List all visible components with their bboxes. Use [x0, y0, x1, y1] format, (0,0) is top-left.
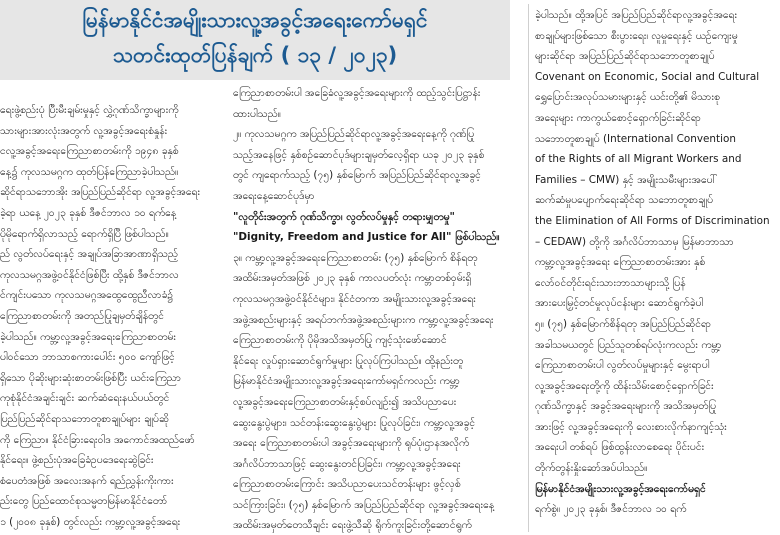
column-divider [528, 4, 529, 532]
paragraph-line: အခါသမယတွင် ပြည်သူတစ်ရပ်လုံးကလည်း ကမ္ဘာ့ [535, 338, 722, 351]
paragraph-line: ခဲ့ပါသည်။ ထို့အပြင် အပြည်ပြည်ဆိုင်ရာလူ့အခွင့်အရေး [535, 9, 738, 21]
paragraph-line: ဆွေးနွေးပွဲများ၊ သင်တန်းဆွေးနွေးပွဲများ ပြုလုပ်ခြင်း၊ ကမ္ဘာ့လူ့အခွင့် [233, 416, 476, 429]
paragraph-line: ဆိုင်ရာသဘောအိုး အပြည်ပြည်ဆိုင်ရာ လူ့အခွင့်အရေး [0, 186, 201, 199]
paragraph-line: ၁ (၂၀၀၈ ခုနှစ်) တွင်လည်း ကမ္ဘာ့လူ့အခွင့်အရေး [0, 515, 181, 528]
commission-title: မြန်မာနိုင်ငံအမျိုးသားလူ့အခွင့်အရေးကော်မရှင် [82, 8, 428, 32]
paragraph-line: တွင် ကျရောက်သည့် (၇၅) နှစ်မြောက် အပြည်ပြည်ဆိုင်ရာလူ့အခွင့် [233, 169, 481, 182]
paragraph-line: – CEDAW) တို့ကို အင်္ဂလိပ်ဘာသာမှ မြန်မာဘာသာ [535, 235, 734, 248]
paragraph-line: အရေးပါ တစ်ရပ် ဖြစ်ထွန်းလာစေရေး ပိုင်းပင်း [535, 441, 705, 454]
paragraph-line: ခဲ့ပါသည်။ ကမ္ဘာ့လူ့အခွင့်အရေးကြေညာစာတမ်း [0, 330, 177, 343]
paragraph-line: ကို ကြေညာ။ နိုင်ငံခြားရေးဝါဒ အကောင်အထည်ဖော် [0, 433, 195, 446]
text-column-2 [233, 83, 521, 533]
paragraph-line: ကြေညာစာတမ်းကြောင်း အသိပညာပေးသင်တန်းများ ဖွင့်လှစ် [233, 478, 461, 491]
paragraph-line: ရေးဖွဲ့စည်းပုံ ပြီးမီးချမ်းမှုနှင့် လွှဲ့ဂုဏ်သိက္ခာများကို [0, 104, 179, 116]
paragraph-line: အဖွဲ့အစည်းများနှင့် အရပ်ဘက်အဖွဲ့အစည်းများက ကမ္ဘာ့လူ့အခွင့်အရေး [233, 313, 494, 326]
paragraph-line: ပိုမိုရောက်ရှိလာသည့် ရောက်ရှိပြီ ဖြစ်ပါသည်။ [0, 227, 169, 240]
paragraph-line: သည့်အနေဖြင့် နှစ်စဉ်ဆောင်ပုဒ်များချမှတ်လေ့ရှိရာ ယခု ၂၀၂၃ ခုနှစ် [233, 148, 485, 161]
paragraph-line: မြန်မာနိုင်ငံအမျိုးသားလူ့အခွင့်အရေးကော်မရှင်ကလည်း ကမ္ဘာ့ [233, 375, 461, 388]
paragraph-line: ည် လွတ်လပ်ရေးနှင့် အချုပ်အခြာအာဏာရှိသည့် [0, 248, 179, 261]
paragraph-line: of the Rights of all Migrant Workers and [535, 153, 742, 166]
paragraph-line: ငလူ့အခွင့်အရေးကြေညာစာတမ်းကို ၁၉၄၈ ခုနှစ် [0, 145, 179, 158]
paragraph-line: အထိမ်းအမှတ်အဖြစ် ၂၀၂၃ ခုနှစ် ကာလပတ်လုံး ကမ္ဘာတစ်ဝှမ်းရှိ [233, 272, 472, 285]
paragraph-line: နေ့၌ ကုလသမဂ္ဂက ထုတ်ပြန်ကြေညာခဲ့ပါသည်။ [0, 165, 179, 178]
slogan-english: "Dignity, Freedom and Justice for All" ဖြစ်ပါသည်။ [233, 231, 500, 244]
paragraph-line: အားပေးမြှင့်တင်မှုလုပ်ငန်းများ ဆောင်ရွက်ခဲ့ပါ [535, 297, 704, 310]
paragraph-line: ရှိသော ပိုဆိုးများဆုံးစာတမ်းဖြစ်ပြီး ယင်းကြေညာ [0, 371, 182, 384]
paragraph-line: ကုလသမဂ္ဂအဖွဲ့ဝင်နိုင်ငံများ၊ နိုင်ငံတကာ အမျိုးသားလူ့အခွင့်အရေး [233, 292, 476, 305]
paragraph-line: သင်ကြားခြင်း၊ (၇၅) နှစ်မြောက် အပြည်ပြည်ဆိုင်ရာ လူ့အခွင့်အရေးနေ့ [233, 498, 495, 511]
paragraph-line: ရွှေပြောင်းအလုပ်သမားများနှင့် ယင်းတို့၏ မိသားစု [535, 91, 720, 104]
paragraph-line: လူ့အခွင့်အရေးကြေညာစာတမ်းနှင့်စပ်လျဉ်း၍ အသိပညာပေး [233, 395, 457, 408]
press-release-number: သတင်းထုတ်ပြန်ချက် ( ၁၃ / ၂၀၂၃) [112, 43, 398, 67]
text-column-3 [535, 5, 780, 533]
header-banner [0, 0, 510, 80]
paragraph-line: ကြေညာစာတမ်းကို အတည်ပြုချမှတ်ချိန်တွင် [0, 309, 165, 322]
paragraph-line: Covenant on Economic, Social and Cultural [535, 70, 760, 83]
paragraph-line: ပါဝင်သော ဘာသာစကားပေါင်း ၅၀၀ ကျော်ဖြင့် [0, 351, 175, 364]
signature-commission: မြန်မာနိုင်ငံအမျိုးသားလူ့အခွင့်အရေးကော်မရှင် [535, 482, 706, 495]
paragraph-line: သဘောတူစာချုပ် (International Convention [535, 132, 736, 145]
paragraph-line: ကုစုံနိုင်ငံအချင်းချင်း ဆက်ဆံရေးနယ်ပယ်တွင် [0, 392, 170, 405]
paragraph-line: နိုင်ရေး။ ဖွဲ့စည်းပုံအခြေခံဥပဒေရေးဆွဲခြင်း [0, 454, 154, 467]
paragraph-line: င်ကျင်းပသော ကုလသမဂ္ဂအထွေထွေညီလာခံ၌ [0, 289, 174, 302]
paragraph-line: လူ့အခွင့်အရေးတို့ကို ထိန်းသိမ်းစောင့်ရှောက်ခြင်း [535, 379, 714, 392]
paragraph-line: သားများအားလုံးအတွက် လူ့အခွင့်အရေးစံနှုန်း [0, 124, 168, 137]
paragraph-line: ကမ္ဘာ့လူ့အခွင့်အရေး ကြေညာစာတမ်းအား နှစ် [535, 256, 706, 269]
paragraph-line: အထိမ်းအမှတ်တေသီချင်း ရေးဖွဲ့သီဆို ရိုက်ကူးခြင်းတို့ဆောင်ရွက် [233, 519, 472, 532]
paragraph-line: ကုလသမဂ္ဂအဖွဲ့ဝင်နိုင်ငံဖြစ်ပြီး ထို့နှစ် ဒီဇင်ဘာလ [0, 268, 179, 281]
paragraph-line: အရေးနေ့ဆောင်ပုဒ်မှာ [233, 189, 315, 202]
paragraph-line: ခဲ့ရာ ယနေ့ ၂၀၂၃ ခုနှစ် ဒီဇင်ဘာလ ၁၀ ရက်နေ့ [0, 206, 177, 219]
paragraph-line: အရေးများ ကာကွယ်စောင့်ရှောက်ခြင်းဆိုင်ရာ [535, 111, 702, 124]
paragraph-line: ကြေညာစာတမ်းပါ လွတ်လပ်မှုများနှင့် မွေးရာပါ [535, 359, 710, 372]
paragraph-line: ထားပါသည်။ [233, 107, 281, 120]
paragraph-line: စံပေတံအဖြစ် အလေးအနက် ရည်ညွှန်းကိုးကား [0, 474, 174, 487]
paragraph-line: the Elimination of All Forms of Discrimination [535, 214, 770, 227]
paragraph-line: အရေး ကြေညာစာတမ်းပါ အခွင့်အရေးများကို ရုပ်ပုံ၊ဌာနအလိုက် [233, 437, 470, 450]
paragraph-line: အင်္ဂလိပ်ဘာသာဖြင့် ဆွေးနွေးတင်ပြခြင်း၊ ကမ္ဘာ့လူ့အခွင့်အရေး [233, 457, 461, 470]
paragraph-line: ည်းတွေ ပြည်ထောင်စုသမ္မတမြန်မာနိုင်ငံတော် [0, 495, 168, 508]
paragraph-line: အားဖြင့် လူ့အခွင့်အရေးကို လေးစားလိုက်နာကျင့်သုံး [535, 420, 727, 433]
paragraph-line: ပြည်ပြည်ဆိုင်ရာသဘောတူစာချုပ်များ ချုပ်ဆို [0, 412, 169, 425]
paragraph-line: နိုင်ရေး လှုပ်ရှားဆောင်ရွက်မှုများ ပြုလုပ်ကြပါသည်။ ထို့နည်းတူ [233, 354, 464, 367]
paragraph-line: ၃။ ကမ္ဘာ့လူ့အခွင့်အရေးကြေညာစာတမ်း (၇၅) နှစ်မြောက် စိန်ရတု [233, 251, 478, 264]
paragraph-line: ကြေညာစာတမ်းကို ပိုမိုအသိအမှတ်ပြု ကျင့်သုံးဖော်ဆောင် [233, 334, 447, 347]
slogan-myanmar: "လူတိုင်းအတွက် ဂုဏ်သိက္ခာ၊ လွတ်လပ်မှုနှင့် တရားမျှတမှု" [233, 210, 455, 223]
paragraph-line: လော်ဝင်တိုင်းရင်းသားဘာသာများသို့ ပြန် [535, 276, 686, 289]
paragraph-line: ၅။ (၇၅) နှစ်မြောက်စိန်ရတု အပြည်ပြည်ဆိုင်ရာ [535, 317, 712, 330]
text-column-1 [0, 100, 222, 532]
paragraph-line: ဆက်ဆံမှုပပျောက်ရေးဆိုင်ရာ သဘောတူစာချုပ် [535, 194, 714, 207]
paragraph-line: ၂။ ကုလသမဂ္ဂက အပြည်ပြည်ဆိုင်ရာလူ့အခွင့်အရေးနေ့ကို ဂုဏ်ပြု [233, 128, 475, 141]
paragraph-line: တိုက်တွန်းနှိုးဆော်အပ်ပါသည်။ [535, 462, 648, 475]
paragraph-line: စာချုပ်များဖြစ်သော စီးပွားရေး၊ လူမှုရေးနှင့် ယဉ်ကျေးမှု [535, 29, 738, 42]
paragraph-line: ဂုဏ်သိက္ခာနှင့် အခွင့်အရေးများကို အသိအမှတ်ပြု [535, 400, 717, 413]
issue-date: ရက်စွဲ။ ၂၀၂၃ ခုနှစ်၊ ဒီဇင်ဘာလ ၁၀ ရက် [535, 503, 687, 516]
paragraph-line: Families – CMW) နှင့် အမျိုးသမီးများအပေါ် [535, 173, 718, 186]
paragraph-line: ကြေညာစာတမ်းပါ အခြေခံလူ့အခွင့်အရေးများကို ထည့်သွင်းပြဋ္ဌာန်း [233, 87, 481, 99]
paragraph-line: များဆိုင်ရာ အပြည်ပြည်ဆိုင်ရာသဘောတူစာချုပ် [535, 50, 715, 63]
